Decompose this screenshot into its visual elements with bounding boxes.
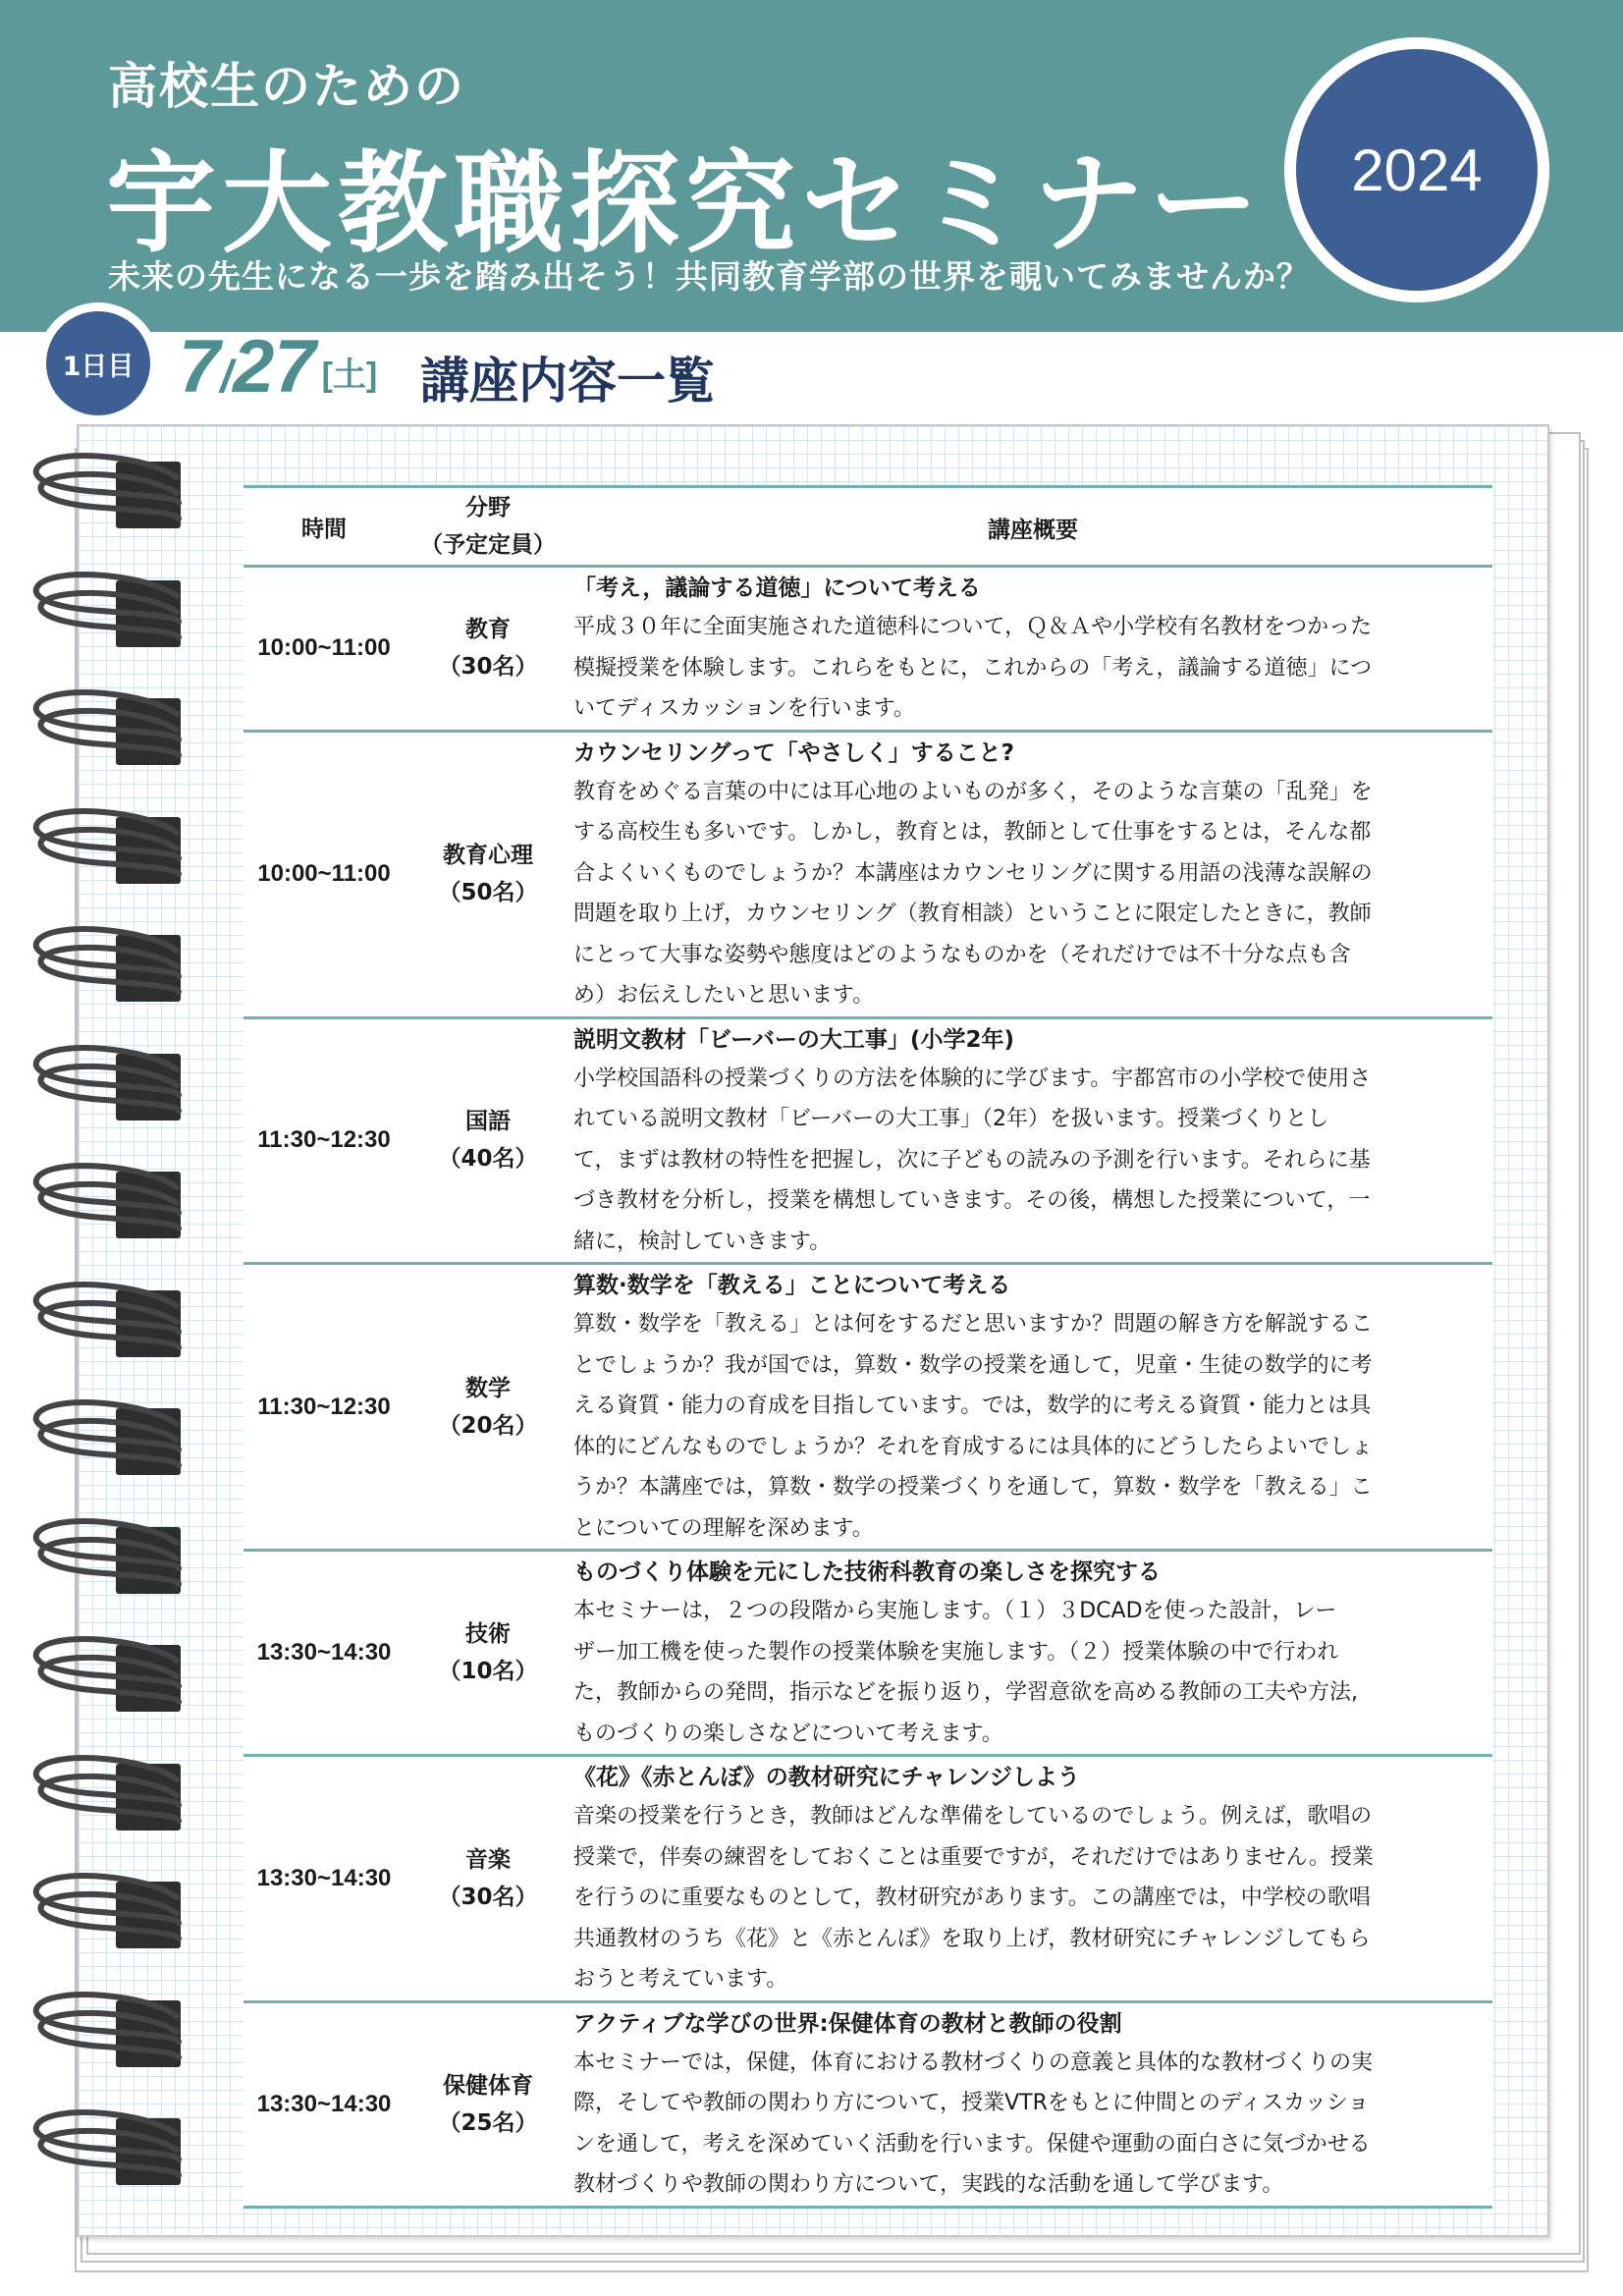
spiral-ring — [29, 1987, 187, 2065]
description-line: にとって大事な姿勢や態度はどのようなものかを（それだけでは不十分な点も含 — [573, 942, 1351, 967]
description-line: 音楽の授業を行うとき，教師はどんな準備をしているのでしょう。例えば，歌唱の — [573, 1804, 1373, 1829]
spiral-ring — [29, 803, 187, 882]
header-subtitle: 高校生のための — [108, 58, 465, 115]
description-line: 合よくいくものでしょうか？本講座はカウンセリングに関する用語の浅薄な誤解の — [573, 860, 1373, 886]
description-line: れている説明文教材「ビーバーの大工事」（2年）を扱います。授業づくりとし — [573, 1107, 1329, 1131]
year-badge — [1284, 37, 1549, 302]
description-line: て，まずは教材の特性を把握し，次に子どもの読みの予測を行います。それらに基 — [573, 1147, 1371, 1173]
row-capacity: （20名） — [438, 1412, 538, 1439]
header-banner — [0, 0, 1623, 332]
year-badge-disc — [1296, 49, 1538, 291]
course-table — [243, 485, 1492, 2209]
description-line: 教材づくりや教師の関わり方について，実践的な活動を通して学びます。 — [573, 2172, 1284, 2197]
description-line: ザー加工機を使った製作の授業体験を実施します。（２）授業体験の中で行われ — [573, 1639, 1339, 1665]
course-title: 説明文教材「ビーバーの大工事」(小学2年) — [573, 1026, 1014, 1053]
spiral-ring — [29, 1868, 187, 1946]
row-field-name: 保健体育 — [443, 2072, 533, 2099]
row-time: 13:30~14:30 — [256, 1864, 392, 1891]
table-row — [243, 568, 1492, 733]
table-row — [243, 1552, 1492, 1757]
description-line: 模擬授業を体験します。これらをもとに，これからの「考え，議論する道徳」につ — [573, 655, 1373, 681]
date-slash: / — [220, 351, 234, 402]
row-field-name: 音楽 — [465, 1846, 511, 1873]
row-capacity: （30名） — [438, 1884, 538, 1910]
description-line: め）お伝えしたいと思います。 — [573, 983, 875, 1008]
course-title: カウンセリングって「やさしく」すること? — [573, 739, 1014, 766]
spiral-ring — [29, 2105, 187, 2183]
description-line: とについての理解を深めます。 — [573, 1515, 874, 1541]
description-line: 教育をめぐる言葉の中には耳心地のよいものが多く，そのような言葉の「乱発」を — [573, 779, 1373, 804]
row-field-name: 教育 — [465, 617, 511, 643]
row-field — [405, 733, 571, 1016]
row-time: 13:30~14:30 — [256, 2090, 392, 2117]
description-line: 緒に，検討していきます。 — [573, 1229, 832, 1254]
row-capacity: （30名） — [438, 654, 538, 681]
description-line: づき教材を分析し，授業を構想していきます。その後，構想した授業について，一 — [573, 1188, 1371, 1213]
description-line: 小学校国語科の授業づくりの方法を体験的に学びます。宇都宮市の小学校で使用さ — [573, 1066, 1372, 1091]
description-line: 問題を取り上げ，カウンセリング（教育相談）ということに限定したときに，教師 — [573, 902, 1372, 926]
row-field-name: 教育心理 — [443, 843, 533, 868]
date-day: 27 — [233, 325, 316, 409]
list-title: 講座内容一覧 — [420, 353, 715, 410]
description-line: 授業で，伴奏の練習をしておくことは重要ですが，それだけではありません。授業 — [573, 1844, 1374, 1870]
table-row — [243, 733, 1492, 1019]
row-field-name: 数学 — [465, 1375, 511, 1401]
row-field — [405, 1552, 571, 1754]
description-line: いてディスカッションを行います。 — [573, 696, 915, 721]
course-title: アクティブな学びの世界:保健体育の教材と教師の役割 — [573, 2010, 1122, 2037]
row-time: 11:30~12:30 — [257, 1126, 391, 1154]
row-time: 10:00~11:00 — [257, 634, 391, 662]
row-field — [405, 1757, 571, 2000]
row-capacity: （50名） — [438, 880, 538, 905]
row-summary — [571, 1757, 1492, 2000]
course-description — [573, 607, 1492, 730]
row-summary — [571, 2003, 1492, 2206]
description-line: 算数・数学を「教える」とは何をするだと思いますか？問題の解き方を解説するこ — [573, 1312, 1374, 1337]
description-line: 際，そしてや教師の関わり方について，授業VTRをもとに仲間とのディスカッショ — [573, 2091, 1370, 2115]
row-field — [405, 2003, 571, 2206]
row-time: 11:30~12:30 — [257, 1393, 391, 1420]
description-line: 本セミナーでは，保健，体育における教材づくりの意義と具体的な教材づくりの実 — [573, 2050, 1374, 2075]
date-month: 7 — [179, 325, 221, 409]
description-line: とでしょうか？我が国では，算数・数学の授業を通して，児童・生徒の数学的に考 — [573, 1352, 1373, 1378]
year-text: 2024 — [1351, 137, 1483, 203]
table-body — [243, 568, 1492, 2209]
day-badge-label: 1日目 — [62, 351, 135, 382]
table-row — [243, 1265, 1492, 1552]
description-line: 本セミナーは，２つの段階から実施します。（１）３DCADを使った設計，レー — [573, 1599, 1337, 1623]
course-title: 《花》《赤とんぼ》の教材研究にチャレンジしよう — [573, 1765, 1080, 1790]
course-title: ものづくり体験を元にした技術科教育の楽しさを探究する — [573, 1559, 1161, 1585]
spiral-ring — [29, 1040, 187, 1119]
table-header-row — [243, 485, 1492, 568]
row-capacity: （25名） — [438, 2109, 538, 2136]
spiral-ring — [29, 448, 187, 526]
row-summary — [571, 1552, 1492, 1754]
header-field — [405, 488, 571, 565]
header-tagline: 未来の先生になる一歩を踏み出そう！共同教育学部の世界を覗いてみませんか？ — [108, 257, 1310, 296]
day-badge-disc — [46, 311, 150, 415]
course-description — [573, 2043, 1492, 2206]
row-summary — [571, 568, 1492, 730]
spiral-ring — [29, 1631, 187, 1710]
table-row — [243, 1019, 1492, 1266]
description-line: する高校生も多いです。しかし，教育とは，教師として仕事をするとは，そんな都 — [573, 820, 1372, 845]
spiral-ring — [29, 684, 187, 763]
course-description — [573, 1591, 1492, 1754]
description-line: 体的にどんなものでしょうか？それを育成するには具体的にどうしたらよいでしょ — [573, 1434, 1374, 1459]
spiral-ring — [29, 1513, 187, 1592]
row-field — [405, 568, 571, 730]
row-time: 13:30~14:30 — [256, 1639, 392, 1666]
description-line: 共通教材のうち《花》と《赤とんぼ》を取り上げ，教材研究にチャレンジしてもら — [573, 1926, 1371, 1951]
description-line: ンを通して，考えを深めていく活動を行います。保健や運動の面白さに気づかせる — [573, 2131, 1371, 2157]
day-badge — [37, 302, 159, 424]
description-line: おうと考えています。 — [573, 1967, 788, 1992]
header-summary: 講座概要 — [988, 517, 1078, 543]
header-time: 時間 — [301, 516, 347, 542]
spiral-ring — [29, 921, 187, 1000]
description-line: える資質・能力の育成を目指しています。では，数学的に考える資質・能力とは具 — [573, 1394, 1372, 1418]
spiral-ring — [29, 1277, 187, 1355]
description-line: うか？本講座では，算数・数学の授業づくりを通して，算数・数学を「教える」こ — [573, 1475, 1373, 1500]
row-field-name: 技術 — [465, 1621, 511, 1647]
course-description — [573, 1796, 1492, 2000]
date-weekday: [土] — [321, 356, 378, 394]
description-line: を行うのに重要なものとして，教材研究があります。この講座では，中学校の歌唱 — [573, 1886, 1371, 1910]
spiral-ring — [29, 1158, 187, 1236]
row-field — [405, 1019, 571, 1263]
row-summary — [571, 733, 1492, 1016]
row-summary — [571, 1265, 1492, 1549]
row-time: 10:00~11:00 — [257, 860, 391, 887]
spiral-ring — [29, 567, 187, 645]
table-row — [243, 2003, 1492, 2209]
description-line: 平成３０年に全面実施された道徳科について，Ｑ＆Ａや小学校有名教材をつかった — [573, 615, 1373, 639]
course-description — [573, 772, 1492, 1016]
row-capacity: （40名） — [438, 1146, 538, 1173]
header-capacity-label: （予定定員） — [420, 532, 556, 558]
course-description — [573, 1304, 1492, 1549]
row-field — [405, 1265, 571, 1549]
course-title: 「考え，議論する道徳」について考える — [573, 575, 981, 601]
spiral-ring — [29, 1750, 187, 1829]
course-description — [573, 1059, 1492, 1263]
header-field-label: 分野 — [465, 495, 511, 520]
course-title: 算数·数学を「教える」ことについて考える — [573, 1273, 1011, 1298]
event-date — [179, 324, 377, 410]
row-capacity: （10名） — [438, 1659, 538, 1684]
spiral-ring — [29, 1394, 187, 1473]
description-line: ものづくりの楽しさなどについて考えます。 — [573, 1721, 1003, 1746]
header-title: 宇大教職探究セミナー — [106, 140, 1265, 268]
row-summary — [571, 1019, 1492, 1263]
table-row — [243, 1757, 1492, 2003]
description-line: た，教師からの発問，指示などを振り返り，学習意欲を高める教師の工夫や方法, — [573, 1680, 1358, 1705]
row-field-name: 国語 — [465, 1109, 511, 1135]
